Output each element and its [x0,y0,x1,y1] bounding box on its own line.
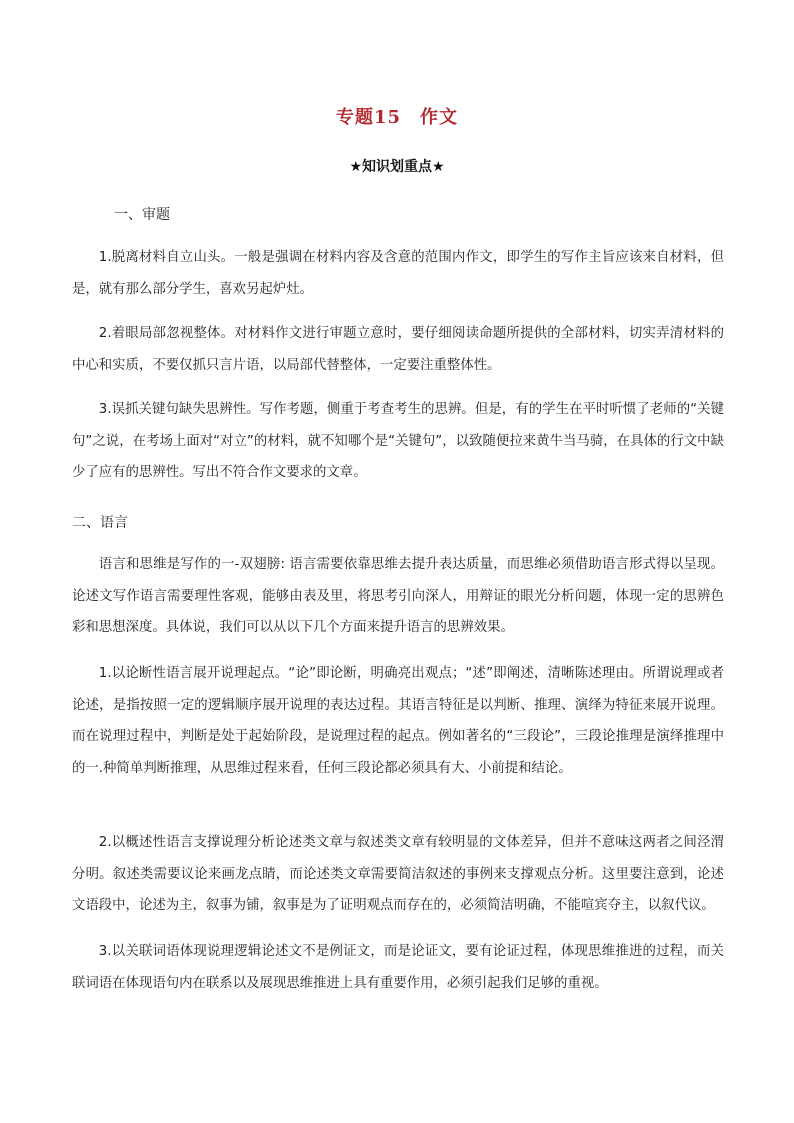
paragraph-language-intro: 语言和思维是写作的一-双翅膀: 语言需要依靠思维去提升表达质量，而思维必须借助语言形式得以呈现。论述文写作语言需要理性客观，能够由表及里，将思考引向深人，用辩证的眼光分析问题，体现一定的思辨色彩和思想深度。具体说，我们可以从以下几个方面来提升语言的思辨效果。 [72,557,724,635]
paragraph-language-1: 1.以论断性语言展开说理起点。“论”即论断，明确亮出观点；“述”即阐述，清晰陈述理由。所谓说理或者论述，是指按照一定的逻辑顺序展开说理的表达过程。其语言特征是以判断、推理、演绎为特征来展开说理。而在说理过程中，判断是处于起始阶段，是说理过程的起点。例如著名的“三段论”，三段论推理是演绎推理中的一.种简单判断推理，从思维过程来看，任何三段论都必须具有大、小前提和结论。 [72,666,724,776]
section-subtitle: ★知识划重点★ [349,159,445,175]
paragraph-language-2: 2.以概述性语言支撑说理分析论述类文章与叙述类文章有较明显的文体差异，但并不意味这两者之间泾渭分明。叙述类需要议论来画龙点睛，而论述类文章需要简洁叙述的事例来支撑观点分析。这里要注意到，论述文语段中，论述为主，叙事为铺，叙事是为了证明观点而存在的，必须简洁明确，不能喧宾夺主，以叙代议。 [72,835,724,913]
section-heading-review: 一、审题 [114,207,170,223]
paragraph-language-3: 3.以关联词语体现说理逻辑论述文不是例证文，而是论证文，要有论证过程，体现思维推进的过程，而关联词语在体现语句内在联系以及展现思维推进上具有重要作用，必须引起我们足够的重视。 [72,944,724,991]
paragraph-review-2: 2.着眼局部忽视整体。对材料作文进行审题立意时，要仔细阅读命题所提供的全部材料，切实弄清材料的中心和实质，不要仅抓只言片语，以局部代替整体，一定要注重整体性。 [72,326,724,373]
paragraph-review-1: 1.脱离材料自立山头。一般是强调在材料内容及含意的范围内作文，即学生的写作主旨应该来自材料，但是，就有那么部分学生，喜欢另起炉灶。 [72,250,724,297]
paragraph-review-3: 3.误抓关键句缺失思辨性。写作考题，侧重于考查考生的思辨。但是，有的学生在平时听惯了老师的“关键句”之说，在考场上面对“对立”的材料，就不知哪个是“关键句”，以致随便拉来黄牛当马骑，在具体的行文中缺少了应有的思辨性。写出不符合作文要求的文章。 [72,402,724,480]
document-title: 专题15 作文 [335,107,459,128]
section-heading-language: 二、语言 [72,515,128,531]
